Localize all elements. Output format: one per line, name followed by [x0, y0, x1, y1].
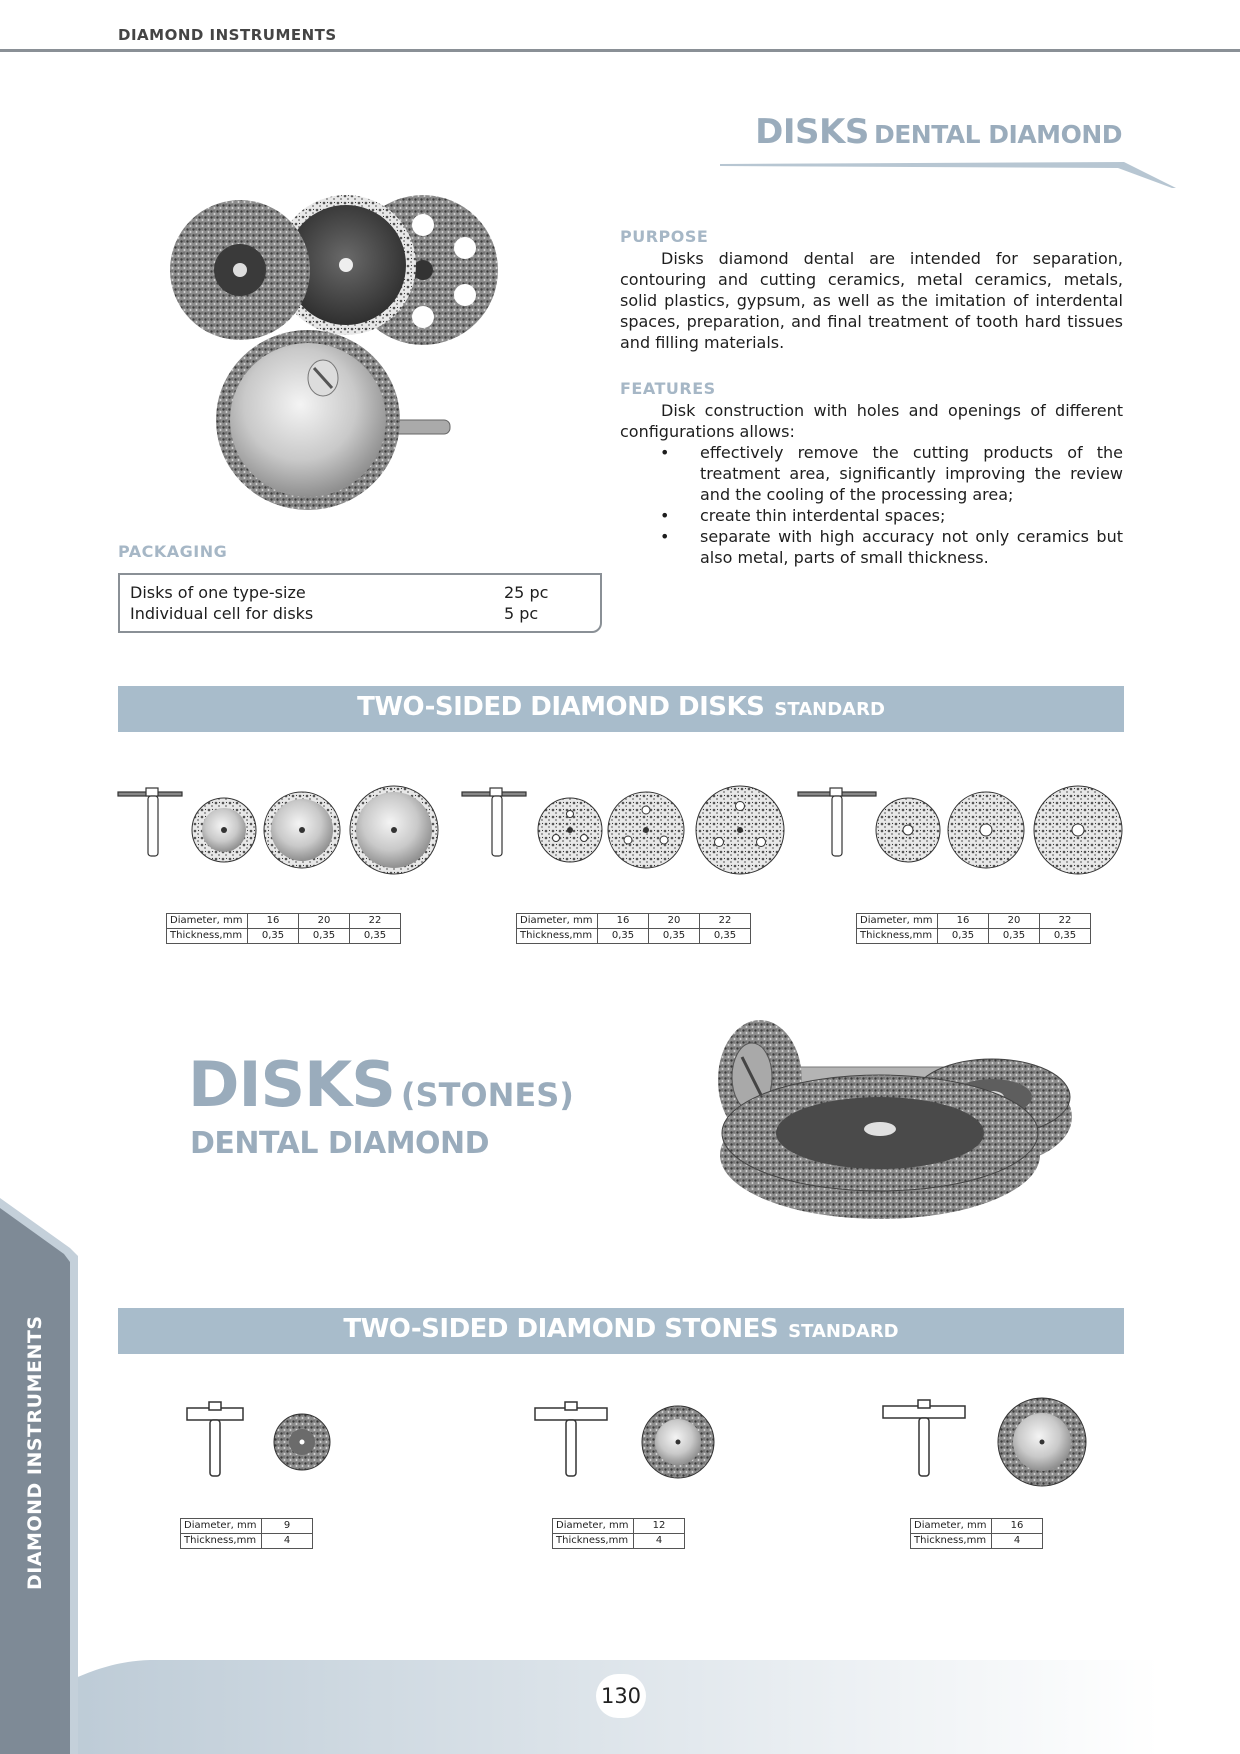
- table-cell: 0,35: [700, 929, 751, 944]
- disk-drawings-plain: [116, 780, 446, 880]
- table-cell: 0,35: [649, 929, 700, 944]
- packaging-row-label: Disks of one type-size: [130, 583, 306, 602]
- table-row: [181, 1534, 313, 1549]
- table-row: [857, 929, 1091, 944]
- table-row: [181, 1519, 313, 1534]
- page-number: 130: [596, 1674, 646, 1718]
- page-title: [755, 112, 1122, 152]
- band-title: TWO-SIDED DIAMOND STONES: [343, 1314, 779, 1344]
- table-row-label: Thickness,mm: [553, 1534, 634, 1549]
- features-list-item: • create thin interdental spaces;: [660, 506, 946, 525]
- stones-title-main: DISKS: [188, 1048, 395, 1121]
- title-underline-swoosh: [720, 158, 1180, 190]
- features-bullet-text: effectively remove the cutting products of the treatment area, significantly improving the review and the cooling of the processing area;: [700, 443, 1123, 504]
- table-row-label: Diameter, mm: [553, 1519, 634, 1534]
- table-cell: 9: [262, 1519, 313, 1534]
- purpose-heading: PURPOSE: [620, 227, 709, 246]
- packaging-row-value: 5 pc: [504, 604, 539, 623]
- table-row-label: Thickness,mm: [181, 1534, 262, 1549]
- disk-spec-table: [166, 913, 401, 944]
- title-sub: DENTAL DIAMOND: [873, 120, 1122, 149]
- table-row: [167, 929, 401, 944]
- header-rule: [0, 49, 1240, 52]
- table-cell: 22: [350, 914, 401, 929]
- table-cell: 0,35: [248, 929, 299, 944]
- table-cell: 4: [992, 1534, 1043, 1549]
- table-cell: 16: [598, 914, 649, 929]
- table-cell: 4: [634, 1534, 685, 1549]
- table-row: [517, 914, 751, 929]
- section-band-stones: [118, 1308, 1124, 1354]
- table-row-label: Diameter, mm: [181, 1519, 262, 1534]
- table-cell: 22: [700, 914, 751, 929]
- table-cell: 20: [989, 914, 1040, 929]
- table-cell: 0,35: [1040, 929, 1091, 944]
- band-title: TWO-SIDED DIAMOND DISKS: [357, 692, 765, 722]
- table-row-label: Diameter, mm: [911, 1519, 992, 1534]
- table-row-label: Diameter, mm: [857, 914, 938, 929]
- disk-spec-table: [516, 913, 751, 944]
- stones-title-paren: (STONES): [400, 1076, 574, 1114]
- packaging-heading: PACKAGING: [118, 542, 228, 561]
- stone-drawing-16: [880, 1392, 1100, 1492]
- table-row: [911, 1519, 1043, 1534]
- table-row: [517, 929, 751, 944]
- table-row: [911, 1534, 1043, 1549]
- table-cell: 16: [248, 914, 299, 929]
- disk-drawings-full-grit: [796, 780, 1126, 880]
- packaging-box: [118, 573, 602, 633]
- table-row: [553, 1534, 685, 1549]
- features-intro: Disk construction with holes and openings of different configurations allows:: [620, 401, 1123, 441]
- stones-title: [188, 1048, 574, 1121]
- features-list: [620, 442, 1123, 568]
- table-cell: 0,35: [989, 929, 1040, 944]
- table-row-label: Thickness,mm: [911, 1534, 992, 1549]
- packaging-row-label: Individual cell for disks: [130, 604, 314, 623]
- stone-spec-table: [180, 1518, 313, 1549]
- stone-spec-table: [910, 1518, 1043, 1549]
- packaging-row-value: 25 pc: [504, 583, 549, 602]
- stones-subtitle: DENTAL DIAMOND: [190, 1126, 490, 1161]
- table-row-label: Thickness,mm: [517, 929, 598, 944]
- table-cell: 0,35: [350, 929, 401, 944]
- table-cell: 0,35: [598, 929, 649, 944]
- band-subtitle: STANDARD: [774, 699, 885, 720]
- table-cell: 22: [1040, 914, 1091, 929]
- table-row-label: Thickness,mm: [857, 929, 938, 944]
- band-subtitle: STANDARD: [788, 1321, 899, 1342]
- features-bullet-text: separate with high accuracy not only ceramics but also metal, parts of small thickness.: [700, 527, 1123, 567]
- section-band-disks: [118, 686, 1124, 732]
- table-row: [857, 914, 1091, 929]
- disk-spec-table: [856, 913, 1091, 944]
- side-tab-label: DIAMOND INSTRUMENTS: [24, 1315, 46, 1590]
- header-section-label: DIAMOND INSTRUMENTS: [118, 26, 337, 44]
- table-cell: 20: [649, 914, 700, 929]
- stone-drawing-12: [532, 1396, 732, 1486]
- features-list-item: • separate with high accuracy not only ceramics but also metal, parts of small thickness.: [660, 527, 1123, 567]
- table-row: [167, 914, 401, 929]
- table-cell: 4: [262, 1534, 313, 1549]
- stone-drawing-9: [184, 1396, 344, 1486]
- stones-product-photo: [700, 1005, 1100, 1225]
- table-row-label: Diameter, mm: [167, 914, 248, 929]
- stone-spec-table: [552, 1518, 685, 1549]
- table-row-label: Thickness,mm: [167, 929, 248, 944]
- disk-drawings-holes: [460, 780, 790, 880]
- purpose-text: Disks diamond dental are intended for separation, contouring and cutting ceramics, metal ceramics, metals, solid plastics, gypsum, as well as the imitation of interdental spaces, preparation, and final treatment of tooth hard tissues and filling materials.: [620, 249, 1123, 352]
- table-cell: 20: [299, 914, 350, 929]
- table-cell: 0,35: [938, 929, 989, 944]
- table-cell: 0,35: [299, 929, 350, 944]
- table-row: [553, 1519, 685, 1534]
- features-bullet-text: create thin interdental spaces;: [700, 506, 946, 525]
- table-cell: 16: [992, 1519, 1043, 1534]
- disks-product-photo: [168, 180, 548, 520]
- title-main: DISKS: [755, 112, 869, 152]
- features-heading: FEATURES: [620, 379, 716, 398]
- table-cell: 12: [634, 1519, 685, 1534]
- table-row-label: Diameter, mm: [517, 914, 598, 929]
- features-list-item: • effectively remove the cutting products of the treatment area, significantly improving the review and the cooling of the processing area;: [660, 443, 1123, 504]
- table-cell: 16: [938, 914, 989, 929]
